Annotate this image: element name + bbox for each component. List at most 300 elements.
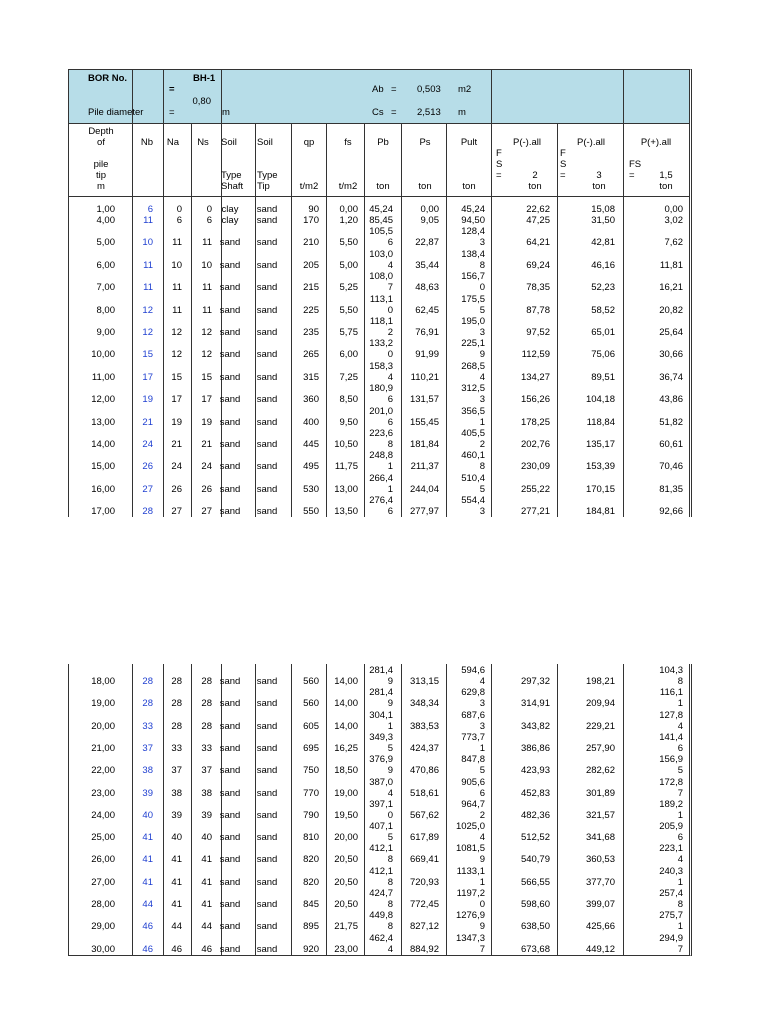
cell-pall2: 540,79 [520, 854, 550, 866]
cell-pult: 773,7 1 [461, 731, 485, 754]
cell-qp: 845 [303, 899, 319, 910]
cell-ns: 44 [201, 921, 212, 933]
cell-depth: 23,00 [91, 787, 115, 799]
cell-nb: 33 [142, 720, 153, 732]
cell-fs: 16,25 [334, 742, 358, 754]
cell-qp: 750 [303, 765, 319, 777]
cell-soil1: sand [219, 832, 241, 844]
cell-na: 41 [171, 899, 182, 910]
cell-ns: 11 [202, 237, 212, 249]
cell-ns: 15 [201, 371, 212, 383]
cell-pall2: 423,93 [520, 765, 550, 777]
cell-soil1: sand [219, 371, 241, 383]
cell-soil1: sand [219, 483, 241, 495]
cell-soil1: sand [219, 282, 241, 294]
cell-fs: 20,50 [334, 876, 358, 888]
cell-pult: 175,5 5 [461, 293, 485, 316]
cell-pb: 276,4 6 [369, 495, 393, 517]
col-soil-shaft-header: Soil [221, 137, 237, 148]
cell-depth: 22,00 [91, 765, 115, 777]
cell-pb: 45,24 [369, 204, 393, 215]
cell-fs: 10,50 [334, 439, 358, 450]
cell-ps: 35,44 [415, 259, 439, 271]
cell-nb: 46 [142, 943, 153, 955]
cell-pall2: 87,78 [526, 304, 550, 316]
cell-nb: 26 [142, 461, 153, 473]
cell-pplus: 116,1 1 [659, 687, 683, 710]
cell-depth: 30,00 [91, 943, 115, 955]
cell-pall3: 170,15 [585, 483, 615, 495]
cell-depth: 18,00 [91, 676, 115, 687]
cell-na: 27 [171, 506, 182, 517]
cell-pplus: 30,66 [659, 349, 683, 361]
col-pb-unit: ton [376, 181, 390, 192]
col-soil-shaft-type: Type Shaft [221, 170, 244, 192]
cell-pall3: 118,84 [586, 416, 615, 428]
cell-qp: 225 [303, 304, 319, 316]
cell-fs: 5,00 [339, 259, 358, 271]
cell-ps: 91,99 [415, 349, 439, 361]
cell-pall3: 209,94 [585, 698, 615, 710]
col-pplus-value: 1,5 [659, 170, 673, 181]
table-row [69, 495, 689, 517]
cell-pb: 85,45 [369, 215, 393, 226]
cell-na: 11 [172, 237, 182, 249]
cell-nb: 11 [143, 259, 153, 271]
cell-pult: 1276,9 9 [455, 910, 485, 933]
cell-pall3: 65,01 [591, 327, 615, 338]
cell-pb: 304,1 1 [369, 709, 393, 732]
cell-pb: 201,0 6 [369, 405, 393, 428]
cell-fs: 0,00 [339, 204, 358, 215]
cell-soil1: sand [219, 720, 241, 732]
cell-qp: 550 [303, 506, 319, 517]
cell-nb: 17 [142, 371, 153, 383]
cell-pb: 407,1 5 [369, 821, 393, 844]
cell-nb: 37 [142, 742, 153, 754]
pile-capacity-table-top [68, 69, 692, 517]
cell-fs: 5,50 [339, 304, 358, 316]
ab-unit: m2 [458, 84, 472, 95]
cell-qp: 820 [303, 876, 319, 888]
table-row [69, 932, 689, 956]
cell-fs: 19,00 [334, 787, 358, 799]
cell-ps: 617,89 [409, 832, 439, 844]
cell-nb: 11 [143, 282, 153, 294]
cell-pplus: 11,81 [659, 259, 683, 271]
cell-pplus: 127,8 4 [659, 709, 683, 732]
pile-diameter-unit: m [222, 107, 230, 118]
cell-ns: 10 [201, 259, 212, 271]
cell-soil2: sand [256, 282, 278, 294]
cell-pb: 281,4 9 [369, 665, 393, 687]
cell-ps: 720,93 [409, 876, 439, 888]
cell-ns: 17 [201, 394, 212, 406]
cell-pall2: 230,09 [520, 461, 550, 473]
cell-qp: 315 [303, 371, 319, 383]
cell-fs: 14,00 [334, 698, 358, 710]
cell-fs: 19,50 [334, 809, 358, 821]
cell-ns: 28 [201, 698, 212, 710]
cell-soil1: sand [219, 259, 241, 271]
cell-pult: 964,7 2 [461, 798, 485, 821]
cell-pall3: 135,17 [585, 439, 615, 450]
cell-soil1: sand [219, 506, 241, 517]
cell-pall2: 482,36 [520, 809, 550, 821]
cell-qp: 770 [303, 787, 319, 799]
cell-qp: 790 [303, 809, 319, 821]
cell-pult: 460,1 8 [461, 450, 485, 473]
cell-pall3: 89,51 [591, 371, 615, 383]
cell-nb: 11 [143, 215, 153, 226]
cell-depth: 17,00 [91, 506, 115, 517]
col-ps-header: Ps [419, 137, 431, 148]
cs-eq: = [391, 107, 397, 118]
cell-fs: 20,00 [334, 832, 358, 844]
cell-nb: 15 [142, 349, 153, 361]
cell-pplus: 172,8 7 [659, 776, 683, 799]
cell-pult: 138,4 8 [461, 248, 485, 271]
cell-pb: 387,0 4 [369, 776, 393, 799]
cell-ps: 567,62 [409, 809, 439, 821]
cell-soil2: sand [256, 921, 278, 933]
cell-soil2: sand [256, 416, 278, 428]
col-pplus-unit: ton [659, 181, 673, 192]
cell-ns: 28 [201, 676, 212, 687]
cell-soil2: sand [256, 876, 278, 888]
cell-na: 6 [176, 215, 182, 226]
cell-pall3: 341,68 [585, 832, 615, 844]
cell-depth: 25,00 [91, 832, 115, 844]
cell-pb: 108,0 7 [369, 271, 393, 294]
cell-pall2: 386,86 [520, 742, 550, 754]
cell-ns: 41 [201, 854, 212, 866]
cell-soil2: sand [256, 506, 278, 517]
cell-pall3: 104,18 [585, 394, 615, 406]
cell-pb: 462,4 4 [369, 932, 393, 955]
cell-qp: 895 [303, 921, 319, 933]
cell-soil1: sand [219, 943, 241, 955]
cell-ps: 48,63 [415, 282, 439, 294]
cell-na: 24 [171, 461, 182, 473]
cell-depth: 6,00 [96, 259, 115, 271]
cell-depth: 9,00 [96, 327, 115, 338]
col-pall-fs3-fs: F S = [560, 148, 567, 181]
cell-pult: 510,4 5 [461, 472, 485, 495]
cell-pb: 376,9 9 [369, 754, 393, 777]
cell-na: 12 [171, 349, 182, 361]
cell-na: 11 [172, 282, 182, 294]
cell-pult: 45,24 [461, 204, 485, 215]
col-pall-fs3-unit: ton [592, 181, 606, 192]
cell-pult: 405,5 2 [461, 428, 485, 450]
cell-soil2: sand [256, 461, 278, 473]
cell-na: 15 [171, 371, 182, 383]
col-pall-fs3-value: 3 [596, 170, 602, 181]
cell-depth: 12,00 [91, 394, 115, 406]
cell-ns: 27 [201, 506, 212, 517]
cell-pplus: 36,74 [659, 371, 683, 383]
cell-pall2: 112,59 [521, 349, 550, 361]
cell-soil2: sand [256, 394, 278, 406]
col-soil-tip-header: Soil [257, 137, 273, 148]
cell-qp: 205 [303, 259, 319, 271]
cell-ns: 28 [201, 720, 212, 732]
col-nb-header: Nb [140, 137, 154, 148]
cell-pb: 103,0 4 [369, 248, 393, 271]
cell-soil1: sand [219, 876, 241, 888]
cell-qp: 695 [303, 742, 319, 754]
cell-depth: 28,00 [91, 899, 115, 910]
cell-pall2: 134,27 [520, 371, 550, 383]
cell-na: 41 [171, 854, 182, 866]
col-pplus-fs: FS = [629, 159, 642, 181]
cell-na: 17 [171, 394, 182, 406]
col-qp-header: qp [303, 137, 315, 148]
cell-pplus: 257,4 8 [659, 888, 683, 910]
cell-qp: 445 [303, 439, 319, 450]
cell-pult: 268,5 4 [461, 360, 485, 383]
bor-value: BH-1 [193, 73, 216, 84]
col-qp-unit: t/m2 [299, 181, 319, 192]
cell-pall2: 343,82 [520, 720, 550, 732]
cell-pb: 118,1 2 [369, 316, 393, 338]
cell-pall3: 282,62 [585, 765, 615, 777]
cell-na: 28 [171, 676, 182, 687]
cell-pb: 424,7 8 [369, 888, 393, 910]
cell-pplus: 25,64 [659, 327, 683, 338]
cell-ns: 0 [206, 204, 212, 215]
cell-pb: 105,5 6 [369, 226, 393, 249]
cell-soil2: sand [256, 204, 278, 215]
cell-nb: 40 [142, 809, 153, 821]
cell-pall2: 202,76 [520, 439, 550, 450]
cell-depth: 24,00 [91, 809, 115, 821]
cell-fs: 8,50 [339, 394, 358, 406]
cell-na: 40 [171, 832, 182, 844]
col-pb-header: Pb [377, 137, 389, 148]
cell-pult: 225,1 9 [461, 338, 485, 361]
col-ns-header: Ns [197, 137, 209, 148]
cell-fs: 7,25 [339, 371, 358, 383]
cell-pall2: 97,52 [526, 327, 550, 338]
cell-pall2: 69,24 [526, 259, 550, 271]
cell-nb: 19 [142, 394, 153, 406]
col-pult-unit: ton [462, 181, 476, 192]
col-pult-header: Pult [460, 137, 478, 148]
cell-ns: 6 [206, 215, 212, 226]
cell-ps: 22,87 [415, 237, 439, 249]
cell-qp: 820 [303, 854, 319, 866]
cell-depth: 20,00 [91, 720, 115, 732]
cell-ps: 62,45 [415, 304, 439, 316]
cell-ns: 19 [201, 416, 212, 428]
cell-pall3: 399,07 [585, 899, 615, 910]
cell-nb: 44 [142, 899, 153, 910]
cell-pplus: 275,7 1 [659, 910, 683, 933]
cell-qp: 265 [303, 349, 319, 361]
cell-pplus: 16,21 [659, 282, 683, 294]
cell-soil1: sand [219, 304, 241, 316]
cell-soil2: sand [256, 742, 278, 754]
cell-pplus: 51,82 [659, 416, 683, 428]
cell-pall2: 297,32 [520, 676, 550, 687]
cell-ps: 827,12 [409, 921, 439, 933]
cell-fs: 20,50 [334, 899, 358, 910]
cell-ns: 12 [201, 349, 212, 361]
cell-pall2: 314,91 [520, 698, 550, 710]
cell-depth: 15,00 [91, 461, 115, 473]
cell-nb: 28 [142, 698, 153, 710]
col-pplus-header: P(+).all [640, 137, 672, 148]
cell-pb: 449,8 8 [369, 910, 393, 933]
cs-unit: m [458, 107, 466, 118]
col-pall-fs3-header: P(-).all [577, 137, 605, 148]
cell-ps: 244,04 [409, 483, 439, 495]
bor-label: BOR No. [88, 73, 128, 84]
cell-pult: 687,6 3 [461, 709, 485, 732]
cell-qp: 235 [303, 327, 319, 338]
cell-na: 39 [171, 809, 182, 821]
cell-pult: 128,4 3 [461, 226, 485, 249]
cell-depth: 26,00 [91, 854, 115, 866]
cell-na: 0 [176, 204, 182, 215]
cell-na: 28 [171, 698, 182, 710]
cell-pall3: 257,90 [585, 742, 615, 754]
col-pall-fs2-fs: F S = [496, 148, 503, 181]
cell-pall3: 321,57 [585, 809, 615, 821]
cell-ns: 24 [201, 461, 212, 473]
cell-pall2: 64,21 [526, 237, 550, 249]
cell-soil2: sand [256, 327, 278, 338]
cell-pult: 1347,3 7 [455, 932, 485, 955]
cell-depth: 5,00 [96, 237, 115, 249]
cell-ns: 12 [201, 327, 212, 338]
cell-pult: 1133,1 1 [456, 865, 485, 888]
cell-soil2: sand [256, 676, 278, 687]
cell-ns: 46 [201, 943, 212, 955]
cell-soil1: sand [219, 698, 241, 710]
cell-ns: 41 [201, 899, 212, 910]
cell-soil1: sand [219, 921, 241, 933]
cell-pult: 629,8 3 [461, 687, 485, 710]
cell-nb: 28 [142, 506, 153, 517]
cell-ps: 772,45 [409, 899, 439, 910]
cell-pall3: 360,53 [585, 854, 615, 866]
cell-fs: 5,25 [339, 282, 358, 294]
cell-ps: 669,41 [409, 854, 439, 866]
col-fs-header: fs [344, 137, 352, 148]
cell-qp: 605 [303, 720, 319, 732]
cell-ps: 313,15 [409, 676, 439, 687]
cell-ps: 9,05 [420, 215, 439, 226]
cell-na: 44 [171, 921, 182, 933]
cell-soil2: sand [256, 765, 278, 777]
cell-qp: 210 [303, 237, 319, 249]
cell-nb: 24 [142, 439, 153, 450]
cell-ns: 37 [201, 765, 212, 777]
cell-fs: 5,50 [339, 237, 358, 249]
cell-pall3: 184,81 [585, 506, 615, 517]
cell-soil2: sand [256, 371, 278, 383]
cell-soil1: sand [219, 742, 241, 754]
cell-ps: 0,00 [420, 204, 439, 215]
cell-ps: 211,37 [410, 461, 439, 473]
cell-pplus: 0,00 [664, 204, 683, 215]
cell-pplus: 43,86 [659, 394, 683, 406]
cell-fs: 13,50 [334, 506, 358, 517]
cell-pall2: 512,52 [520, 832, 550, 844]
cell-qp: 360 [303, 394, 319, 406]
cell-pult: 594,6 4 [461, 665, 485, 687]
cell-pall3: 58,52 [591, 304, 615, 316]
cell-soil2: sand [256, 698, 278, 710]
cell-na: 26 [171, 483, 182, 495]
cell-depth: 29,00 [91, 921, 115, 933]
cell-nb: 39 [142, 787, 153, 799]
cell-pb: 248,8 1 [369, 450, 393, 473]
cell-soil1: sand [219, 676, 241, 687]
cell-pall2: 255,22 [520, 483, 550, 495]
cell-na: 38 [171, 787, 182, 799]
cell-pplus: 205,9 6 [659, 821, 683, 844]
cell-ps: 348,34 [409, 698, 439, 710]
cell-nb: 6 [147, 204, 153, 215]
cell-pall2: 277,21 [520, 506, 550, 517]
cell-na: 46 [171, 943, 182, 955]
cell-ns: 39 [201, 809, 212, 821]
cell-pall2: 638,50 [520, 921, 550, 933]
ab-value: 0,503 [417, 84, 441, 95]
cell-fs: 13,00 [334, 483, 358, 495]
cell-depth: 27,00 [91, 876, 115, 888]
cell-qp: 400 [303, 416, 319, 428]
cell-fs: 6,00 [339, 349, 358, 361]
cell-soil2: sand [256, 899, 278, 910]
cell-depth: 21,00 [91, 742, 115, 754]
cell-ns: 41 [201, 876, 212, 888]
cell-soil1: sand [219, 854, 241, 866]
col-pall-fs2-value: 2 [532, 170, 538, 181]
cell-ps: 424,37 [409, 742, 439, 754]
cell-depth: 16,00 [91, 483, 115, 495]
cell-na: 10 [171, 259, 182, 271]
cell-qp: 90 [308, 204, 319, 215]
cell-soil2: sand [256, 439, 278, 450]
cell-ps: 383,53 [409, 720, 439, 732]
cell-pall3: 229,21 [585, 720, 615, 732]
cell-ps: 181,84 [409, 439, 439, 450]
cell-soil1: sand [219, 237, 241, 249]
cell-pplus: 70,46 [659, 461, 683, 473]
cell-nb: 41 [142, 876, 153, 888]
pile-diameter-label: Pile diameter [88, 107, 144, 118]
cell-depth: 10,00 [91, 349, 115, 361]
cell-pplus: 104,3 8 [659, 665, 683, 687]
bor-eq: = [169, 84, 175, 95]
cell-pall3: 449,12 [585, 943, 615, 955]
cell-ns: 26 [201, 483, 212, 495]
cell-ns: 21 [201, 439, 212, 450]
cell-pult: 1081,5 9 [455, 843, 485, 866]
cell-pult: 905,6 6 [461, 776, 485, 799]
cell-nb: 41 [142, 854, 153, 866]
cell-pall2: 156,26 [520, 394, 550, 406]
cell-pult: 1025,0 4 [455, 821, 485, 844]
cell-pb: 180,9 6 [369, 383, 393, 406]
cell-pb: 281,4 9 [369, 687, 393, 710]
cell-pult: 847,8 5 [461, 754, 485, 777]
